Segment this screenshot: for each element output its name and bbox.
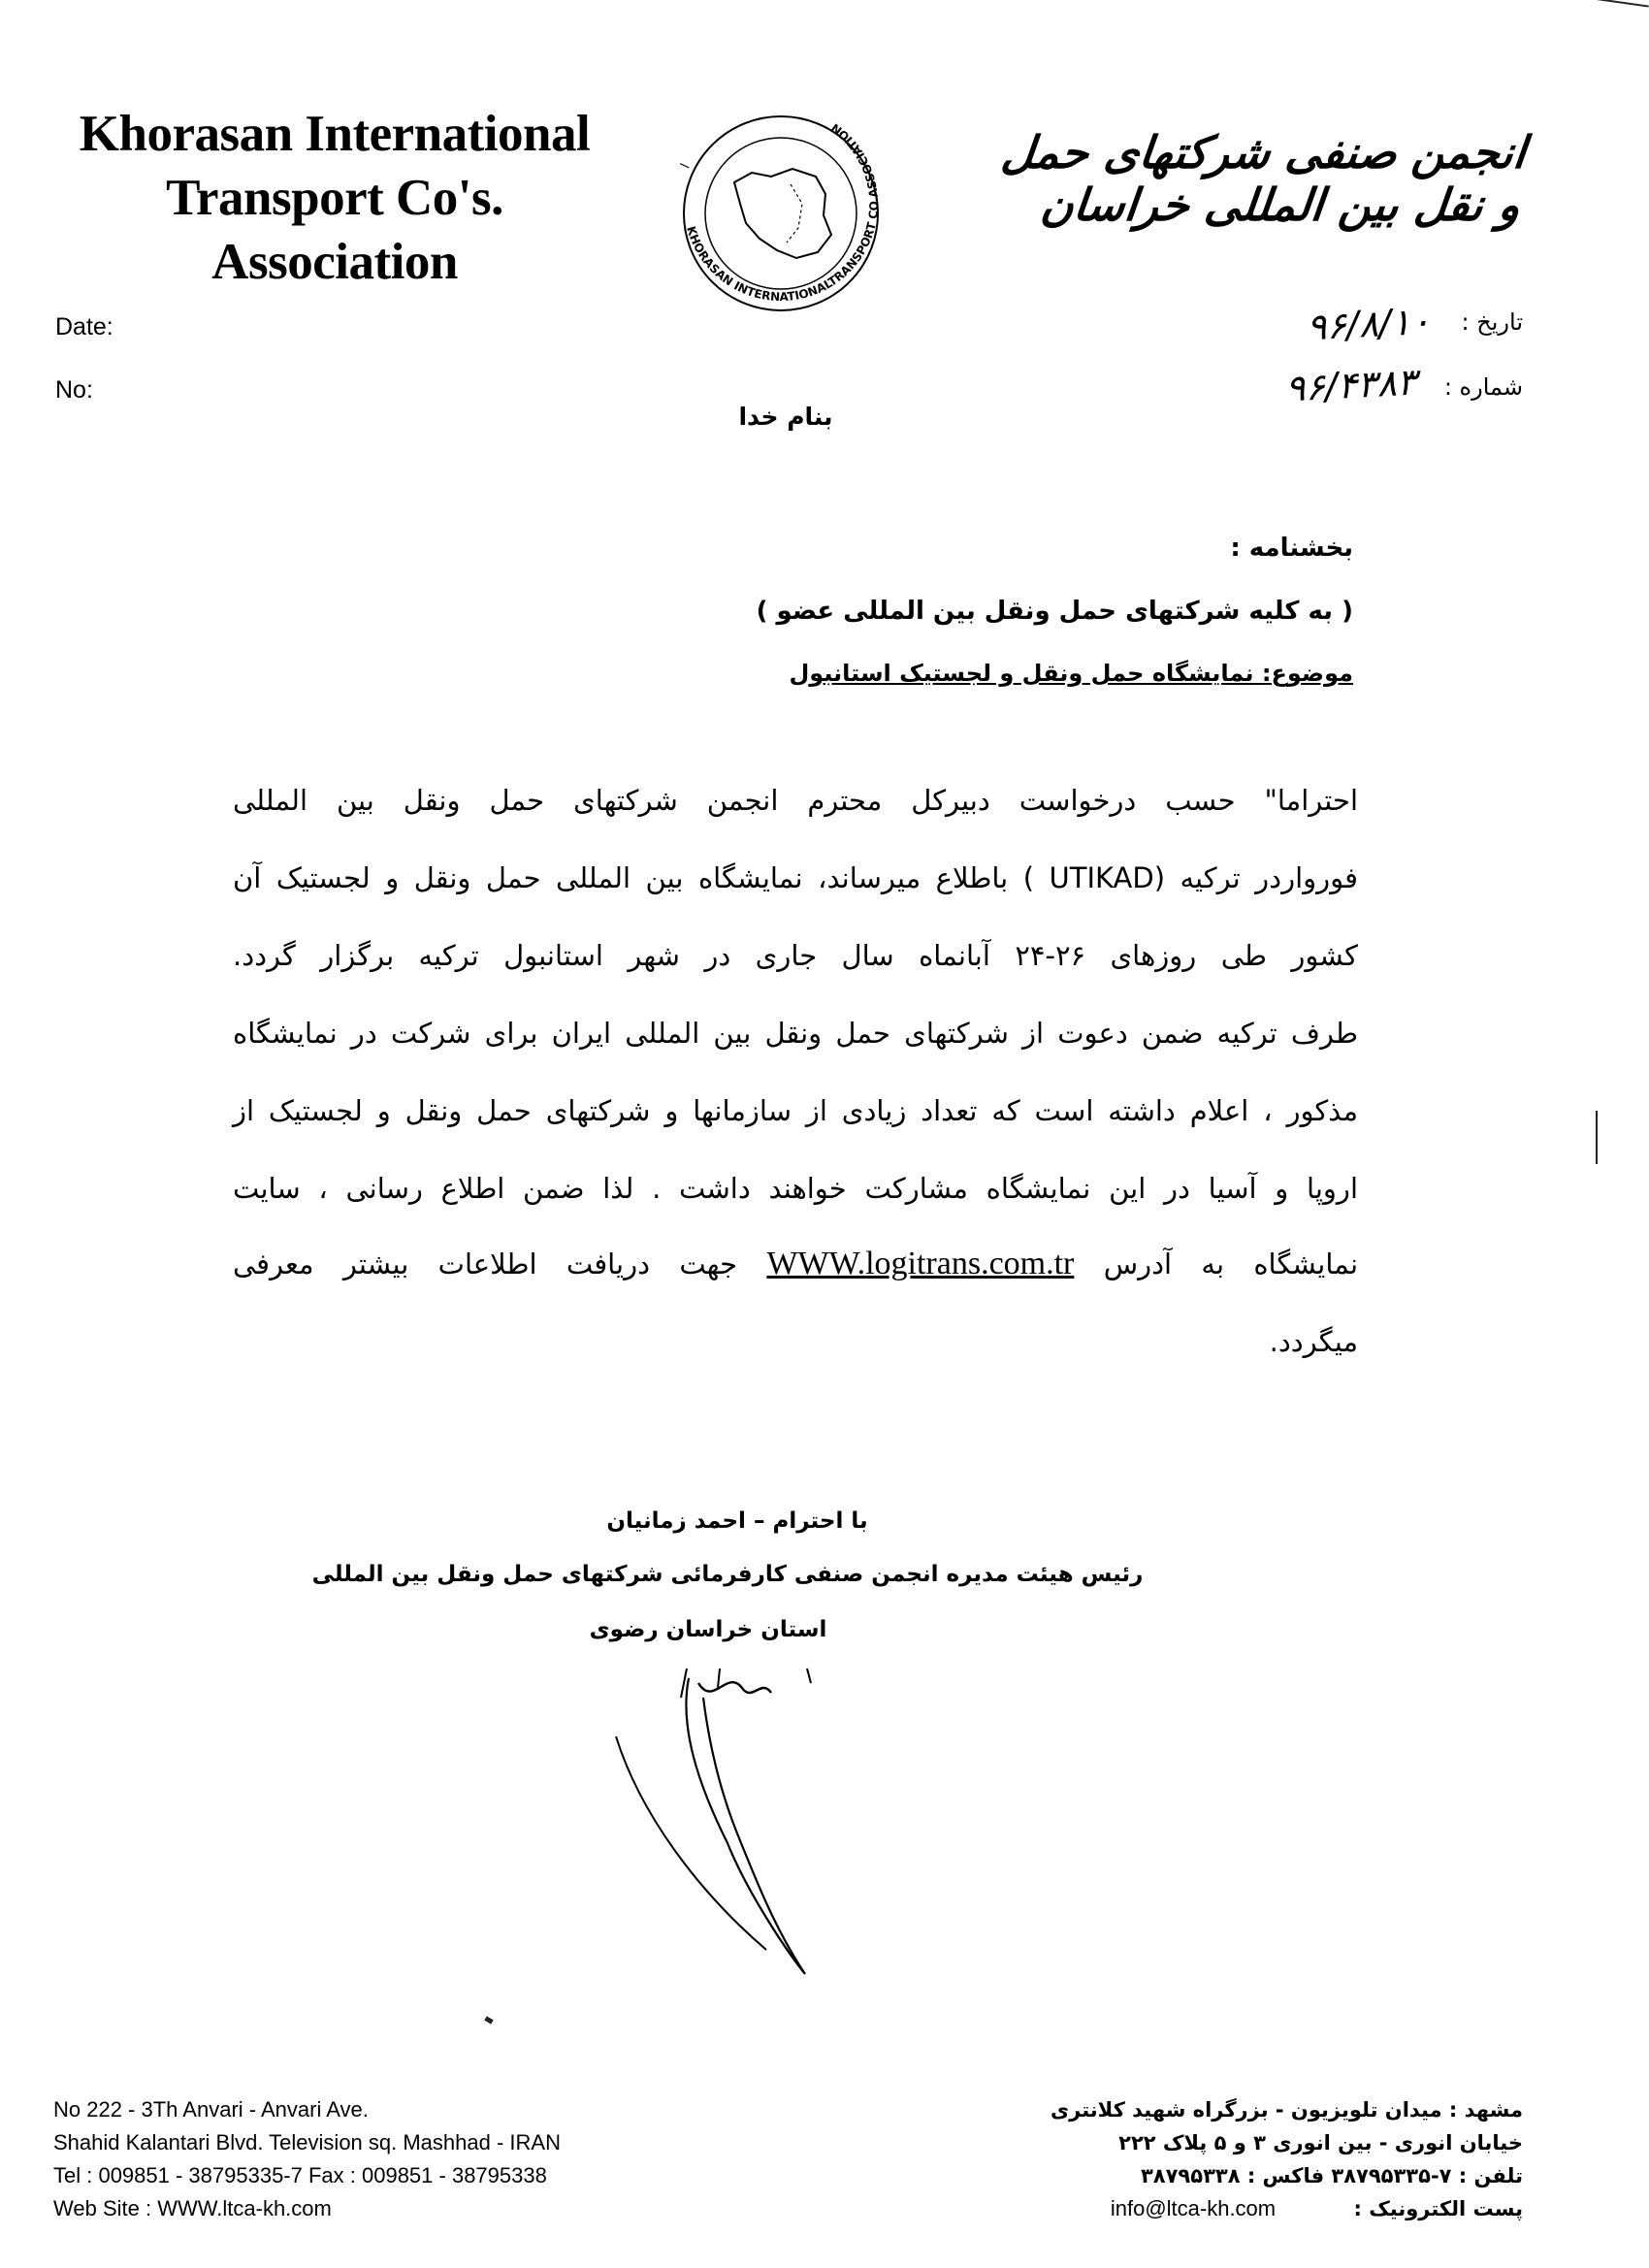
footer-fa-email-row [980,2192,1523,2225]
body-line-4: طرف ترکیه ضمن دعوت از شرکتهای حمل ونقل بین المللی ایران برای شرکت در نمایشگاه [233,1017,1358,1050]
signature-province: استان خراسان رضوی [589,1617,827,1642]
org-name-english-line1: Khorasan International [79,106,591,162]
scan-artifact-dot [484,2016,493,2024]
org-name-english-line2: Transport Co's. Association [166,170,503,290]
bismillah-heading: بنام خدا [738,403,833,431]
footer-email-label: پست الکترونیک : [1353,2197,1523,2220]
date-label-fa: تاریخ : [1461,308,1523,336]
signature-title: رئیس هیئت مدیره انجمن صنفی کارفرمائی شرکتهای حمل ونقل بین المللی [311,1562,1144,1587]
body-line-1: احتراما" حسب درخواست دبیرکل محترم انجمن شرکتهای حمل ونقل بین المللی [233,784,1358,817]
svg-text:انجمن صنفی شرکتهای حمل و نقل ب [645,68,694,170]
signature-name: با احترام – احمد زمانیان [606,1508,868,1534]
footer-en-line: Tel : 009851 - 38795335-7 Fax : 009851 - 38795338 [53,2163,547,2187]
org-name-persian: انجمن صنفی شرکتهای حمل و نقل بین المللی خراسان [998,126,1529,231]
iran-map-icon [734,169,831,258]
seal-ring-text: KHORASAN INTERNATIONALTRANSPORT CO.ASSOCIATION [684,120,882,305]
body-line-8: میگردد. [1269,1325,1358,1358]
handwritten-signature [582,1639,834,1989]
footer-en-line: Shahid Kalantari Blvd. Television sq. Mashhad - IRAN [53,2130,561,2155]
body-line-6: اروپا و آسیا در این نمایشگاه مشارکت خواهند داشت . لذا ضمن اطلاع رسانی ، سایت [233,1172,1358,1205]
handwritten-date: ۹۶/۸/۱۰ [1306,299,1433,349]
scan-artifact-bar [1596,1111,1598,1164]
body-line-7-post: جهت دریافت اطلاعات بیشتر معرفی [233,1247,738,1280]
body-line-7-pre: نمایشگاه به آدرس [1103,1247,1359,1280]
date-label-en: Date: [55,313,113,340]
body-line-7 [233,1245,1358,1283]
footer-en-line: Web Site : WWW.ltca-kh.com [53,2196,332,2220]
footer-en-line: No 222 - 3Th Anvari - Anvari Ave. [53,2097,369,2122]
footer-address-fa [980,2093,1523,2225]
association-seal [645,68,917,340]
scan-artifact-line [1571,0,1648,8]
footer-fa-line: تلفن : ۷-۳۸۷۹۵۳۳۵ فاکس : ۳۸۷۹۵۳۳۸ [1140,2164,1523,2187]
letter-type: بخشنامه : [1230,534,1353,563]
body-line-5: مذکور ، اعلام داشته است که تعداد زیادی از سازمانها و شرکتهای حمل ونقل و لجستیک از [233,1094,1358,1127]
letter-subject: موضوع: نمایشگاه حمل ونقل و لجستیک استانبول [789,660,1353,687]
footer-fa-line: مشهد : میدان تلویزیون - بزرگراه شهید کلانتری [1050,2098,1523,2122]
footer-address-en [53,2093,561,2225]
handwritten-number: ۹۶/۴۳۸۳ [1283,360,1418,410]
seal-top-text: ا [678,163,694,171]
org-name-english [53,102,616,294]
letter-recipients: ( به کلیه شرکتهای حمل ونقل بین المللی عضو ) [756,597,1353,626]
website-link[interactable]: WWW.logitrans.com.tr [766,1246,1075,1281]
number-label-en: No: [55,376,93,404]
body-line-2: فورواردر ترکیه (UTIKAD ) باطلاع میرساند، نمایشگاه بین المللی حمل ونقل و لجستیک آن [233,861,1358,894]
svg-text:KHORASAN INTERNATIONALTRANSPOR [684,120,881,304]
footer-email-link[interactable]: info@ltca-kh.com [1110,2196,1277,2220]
footer-fa-line: خیابان انوری - بین انوری ۳ و ۵ پلاک ۲۲۲ [1118,2131,1523,2155]
body-line-3: کشور طی روزهای ۲۶-۲۴ آبانماه سال جاری در شهر استانبول ترکیه برگزار گردد. [233,939,1358,972]
number-label-fa: شماره : [1443,373,1523,401]
